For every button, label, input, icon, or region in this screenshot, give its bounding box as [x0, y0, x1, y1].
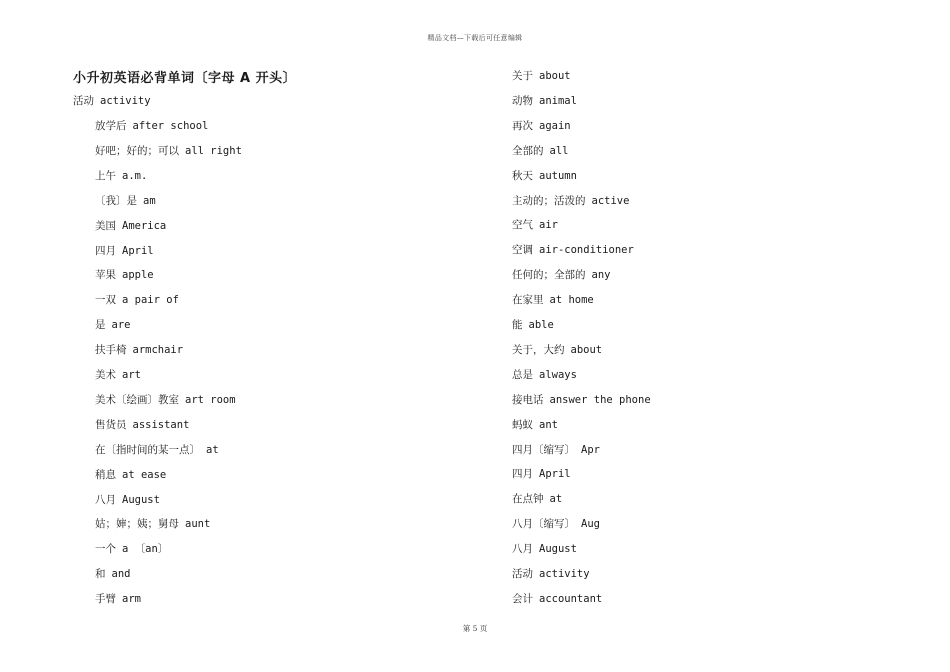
- vocab-entry: [512, 343, 602, 357]
- entry-chinese: 空气: [512, 219, 533, 232]
- vocab-entry: [95, 343, 183, 357]
- entry-chinese: 美术〔绘画〕教室: [95, 393, 179, 406]
- page-footer: 第 5 页: [462, 624, 488, 633]
- entry-chinese: 美术: [95, 369, 116, 381]
- entry-chinese: 在〔指时间的某一点〕: [95, 443, 200, 456]
- entry-english: at ease: [122, 468, 167, 481]
- vocab-entry: [95, 542, 168, 556]
- entry-chinese: 放学后: [95, 120, 127, 132]
- entry-english: art: [122, 369, 141, 381]
- vocab-entry: [512, 218, 558, 232]
- entry-chinese: 空调: [512, 244, 533, 257]
- entry-english: autumn: [539, 169, 577, 182]
- entry-english: always: [539, 368, 577, 381]
- vocab-entry-first: [73, 94, 151, 108]
- entry-chinese: 和: [95, 568, 106, 581]
- vocab-entry: [95, 318, 130, 332]
- entry-english: August: [122, 493, 160, 506]
- entry-english: able: [528, 319, 554, 331]
- entry-english: arm: [122, 593, 141, 606]
- vocab-entry: [512, 293, 594, 307]
- entry-chinese: 售货员: [95, 418, 127, 431]
- entry-chinese: 关于，大约: [512, 343, 565, 356]
- entry-english: aunt: [185, 518, 211, 531]
- vocab-entry: [512, 492, 562, 506]
- entry-english: assistant: [132, 418, 190, 431]
- entry-chinese: 会计: [512, 592, 533, 605]
- entry-english: armchair: [132, 344, 184, 357]
- entry-english: at: [206, 443, 219, 456]
- vocab-entry: [95, 244, 154, 258]
- vocab-entry: [512, 69, 571, 83]
- entry-chinese: 蚂蚁: [512, 418, 533, 431]
- vocab-entry: [512, 318, 554, 332]
- entry-chinese: 好吧；好的；可以: [95, 144, 179, 157]
- entry-chinese: 再次: [512, 119, 533, 132]
- entry-chinese: 在家里: [512, 294, 544, 307]
- vocab-entry: [512, 268, 610, 282]
- vocab-entry: [512, 542, 577, 556]
- entry-english: America: [122, 219, 167, 232]
- vocab-entry: [95, 592, 141, 606]
- entry-chinese: 八月: [95, 493, 116, 506]
- entry-english: a pair of: [122, 294, 179, 307]
- vocab-entry: [95, 517, 210, 531]
- entry-chinese: 总是: [512, 368, 533, 381]
- entry-chinese: 稍息: [95, 468, 116, 481]
- entry-english: ant: [539, 418, 558, 431]
- vocab-entry: [512, 393, 651, 407]
- entry-english: accountant: [539, 592, 603, 605]
- vocab-entry: [512, 194, 629, 208]
- entry-english: Aug: [581, 518, 600, 531]
- vocab-entry: [512, 443, 600, 457]
- entry-english: a 〔an〕: [122, 543, 169, 556]
- vocab-entry: [512, 243, 634, 257]
- entry-chinese: 一个: [95, 543, 116, 556]
- vocab-entry: [95, 393, 236, 407]
- entry-english: active: [591, 194, 630, 207]
- entry-chinese: 上午: [95, 169, 116, 182]
- entry-english: air-conditioner: [539, 244, 634, 257]
- vocab-entry: [512, 368, 577, 382]
- vocab-entry: [95, 293, 179, 307]
- vocab-entry: [95, 144, 242, 158]
- vocab-entry: [512, 144, 568, 158]
- entry-english: animal: [539, 94, 577, 107]
- vocab-entry: [95, 368, 141, 382]
- entry-chinese: 四月: [95, 244, 116, 257]
- vocab-entry: [95, 418, 189, 432]
- entry-english: activity: [100, 95, 151, 107]
- entry-chinese: 动物: [512, 94, 533, 107]
- entry-chinese: 在点钟: [512, 493, 544, 506]
- entry-chinese: 四月〔缩写〕: [512, 443, 575, 456]
- entry-english: April: [539, 468, 571, 481]
- entry-chinese: 接电话: [512, 393, 544, 406]
- vocab-entry: [95, 219, 166, 233]
- entry-english: at home: [549, 294, 594, 307]
- entry-chinese: 全部的: [512, 144, 544, 157]
- entry-english: any: [591, 269, 611, 282]
- entry-chinese: 八月〔缩写〕: [512, 518, 575, 531]
- entry-english: am: [143, 194, 156, 207]
- vocab-entry: [95, 169, 147, 183]
- entry-chinese: 美国: [95, 219, 116, 232]
- page-header-note: 精品文档—下载后可任意编辑: [427, 34, 523, 42]
- entry-english: April: [122, 244, 154, 257]
- entry-chinese: 秋天: [512, 169, 533, 182]
- entry-english: about: [570, 343, 603, 356]
- entry-chinese: 活动: [73, 95, 94, 107]
- entry-chinese: 苹果: [95, 269, 116, 282]
- entry-chinese: 姑；婶；姨；舅母: [95, 518, 179, 531]
- entry-english: all right: [185, 144, 242, 157]
- vocab-entry: [512, 517, 600, 531]
- vocab-entry: [95, 567, 130, 581]
- entry-english: at: [549, 493, 563, 506]
- entry-chinese: 八月: [512, 543, 533, 556]
- entry-english: all: [549, 144, 569, 157]
- vocab-entry: [512, 467, 571, 481]
- vocab-entry: [95, 468, 166, 482]
- vocab-entry: [95, 268, 154, 282]
- entry-english: a.m.: [122, 169, 148, 182]
- entry-chinese: 四月: [512, 468, 533, 481]
- vocab-entry: [512, 592, 602, 606]
- vocab-entry: [512, 169, 577, 183]
- entry-english: August: [539, 543, 577, 556]
- entry-english: after school: [132, 120, 209, 132]
- entry-chinese: 能: [512, 319, 523, 331]
- entry-english: apple: [122, 269, 154, 282]
- vocab-entry: [512, 94, 577, 108]
- entry-chinese: 扶手椅: [95, 344, 127, 357]
- entry-chinese: 任何的；全部的: [512, 269, 586, 282]
- entry-english: are: [111, 319, 131, 332]
- entry-chinese: 一双: [95, 294, 116, 307]
- entry-chinese: 手臂: [95, 593, 116, 606]
- vocab-entry: [95, 119, 208, 133]
- vocab-entry: [95, 493, 160, 507]
- entry-chinese: 主动的；活泼的: [512, 194, 586, 207]
- vocab-entry: [512, 119, 571, 133]
- vocab-entry: [95, 443, 219, 457]
- entry-chinese: 活动: [512, 568, 533, 580]
- vocab-entry: [512, 418, 558, 432]
- entry-english: and: [111, 568, 131, 581]
- vocab-entry: [512, 567, 590, 581]
- entry-english: art room: [185, 393, 236, 406]
- entry-english: Apr: [581, 443, 600, 456]
- entry-english: about: [539, 70, 571, 82]
- entry-english: answer the phone: [549, 393, 651, 406]
- entry-chinese: 关于: [512, 70, 533, 82]
- page-title: 小升初英语必背单词〔字母 A 开头〕: [73, 71, 297, 86]
- entry-chinese: 是: [95, 319, 106, 332]
- entry-english: activity: [539, 568, 590, 580]
- entry-chinese: 〔我〕是: [95, 194, 137, 207]
- vocab-entry: [95, 194, 156, 208]
- entry-english: air: [539, 219, 558, 232]
- entry-english: again: [539, 119, 571, 132]
